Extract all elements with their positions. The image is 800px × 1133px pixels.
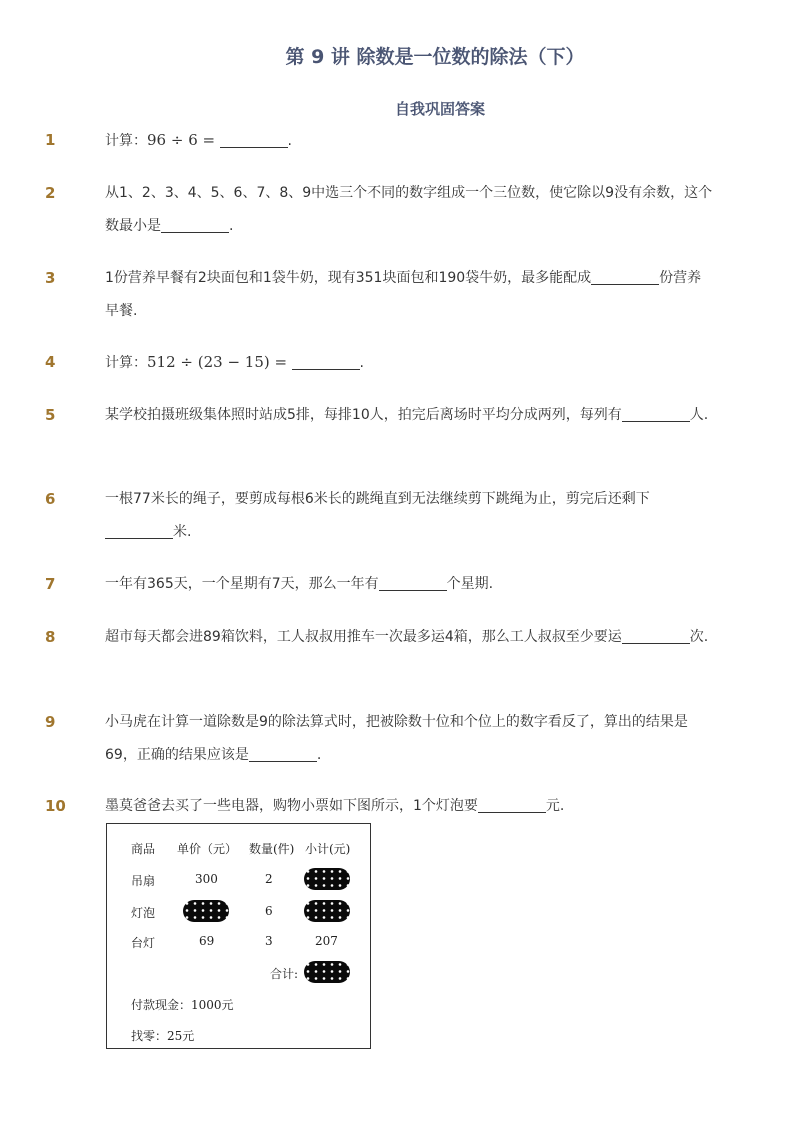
question-number: 2: [45, 184, 56, 202]
answer-blank: [478, 798, 546, 813]
receipt-total-label: 合计:: [270, 967, 299, 981]
receipt-header-item: 商品: [131, 842, 156, 856]
receipt-row-qty: 3: [265, 934, 273, 948]
question-text: 计算：96 ÷ 6 = .: [105, 131, 292, 149]
receipt-image: [106, 823, 371, 1049]
receipt-header-subtotal: 小计(元): [305, 842, 351, 856]
question-number: 6: [45, 490, 56, 508]
answer-blank: [622, 407, 690, 422]
ink-blot-icon: [304, 868, 350, 890]
question-text: 小马虎在计算一道除数是9的除法算式时，把被除数十位和个位上的数字看反了，算出的结果是69，正确的结果应该是 .: [105, 714, 688, 763]
question-text: 某学校拍摄班级集体照时站成5排，每排10人，拍完后离场时平均分成两列，每列有 人.: [105, 407, 709, 423]
question-number: 1: [45, 131, 56, 149]
page-subtitle: 自我巩固答案: [394, 100, 485, 118]
receipt-row-price: 69: [199, 934, 215, 948]
answer-blank: [220, 133, 288, 148]
question-number: 5: [45, 406, 56, 424]
ink-blot-icon: [304, 900, 350, 922]
receipt-row-qty: 2: [265, 872, 273, 886]
question-text: 一年有365天，一个星期有7天，那么一年有 个星期.: [105, 576, 494, 592]
receipt-change: 找零：25元: [131, 1029, 195, 1043]
question-text: 从1、2、3、4、5、6、7、8、9中选三个不同的数字组成一个三位数，使它除以9没有余数，这个数最小是 .: [105, 185, 713, 234]
answer-blank: [591, 270, 659, 285]
question-number: 10: [45, 797, 66, 815]
receipt-row-item: 台灯: [131, 936, 156, 950]
question-number: 8: [45, 628, 56, 646]
receipt-header-qty: 数量(件): [249, 842, 295, 856]
receipt-row-subtotal: 207: [315, 934, 338, 948]
question-text: 1份营养早餐有2块面包和1袋牛奶，现有351块面包和190袋牛奶，最多能配成 份营养早餐.: [105, 270, 702, 319]
receipt-row-item: 吊扇: [131, 874, 156, 888]
answer-blank: [379, 576, 447, 591]
receipt-row-item: 灯泡: [131, 906, 156, 920]
question-number: 7: [45, 575, 56, 593]
question-number: 9: [45, 713, 56, 731]
answer-blank: [161, 218, 229, 233]
question-text: 一根77米长的绳子，要剪成每根6米长的跳绳直到无法继续剪下跳绳为止，剪完后还剩下米.: [105, 491, 650, 540]
question-text: 超市每天都会进89箱饮料，工人叔叔用推车一次最多运4箱，那么工人叔叔至少要运 次.: [105, 629, 709, 645]
answer-blank: [622, 629, 690, 644]
answer-blank: [249, 747, 317, 762]
question-text: 墨莫爸爸去买了一些电器，购物小票如下图所示，1个灯泡要 元.: [105, 798, 565, 814]
receipt-header-price: 单价（元）: [177, 842, 238, 856]
math-expression: 512 ÷ (23 − 15) =: [147, 353, 288, 371]
question-text: 计算：512 ÷ (23 − 15) = .: [105, 353, 364, 371]
receipt-row-qty: 6: [265, 904, 273, 918]
question-number: 4: [45, 353, 56, 371]
ink-blot-icon: [304, 961, 350, 983]
page-title: 第 9 讲 除数是一位数的除法（下）: [285, 46, 585, 68]
question-number: 3: [45, 269, 56, 287]
receipt-row-price: 300: [195, 872, 218, 886]
receipt-paid: 付款现金：1000元: [131, 998, 234, 1012]
answer-blank: [105, 524, 173, 539]
math-expression: 96 ÷ 6 =: [147, 131, 216, 149]
answer-blank: [292, 355, 360, 370]
ink-blot-icon: [183, 900, 229, 922]
